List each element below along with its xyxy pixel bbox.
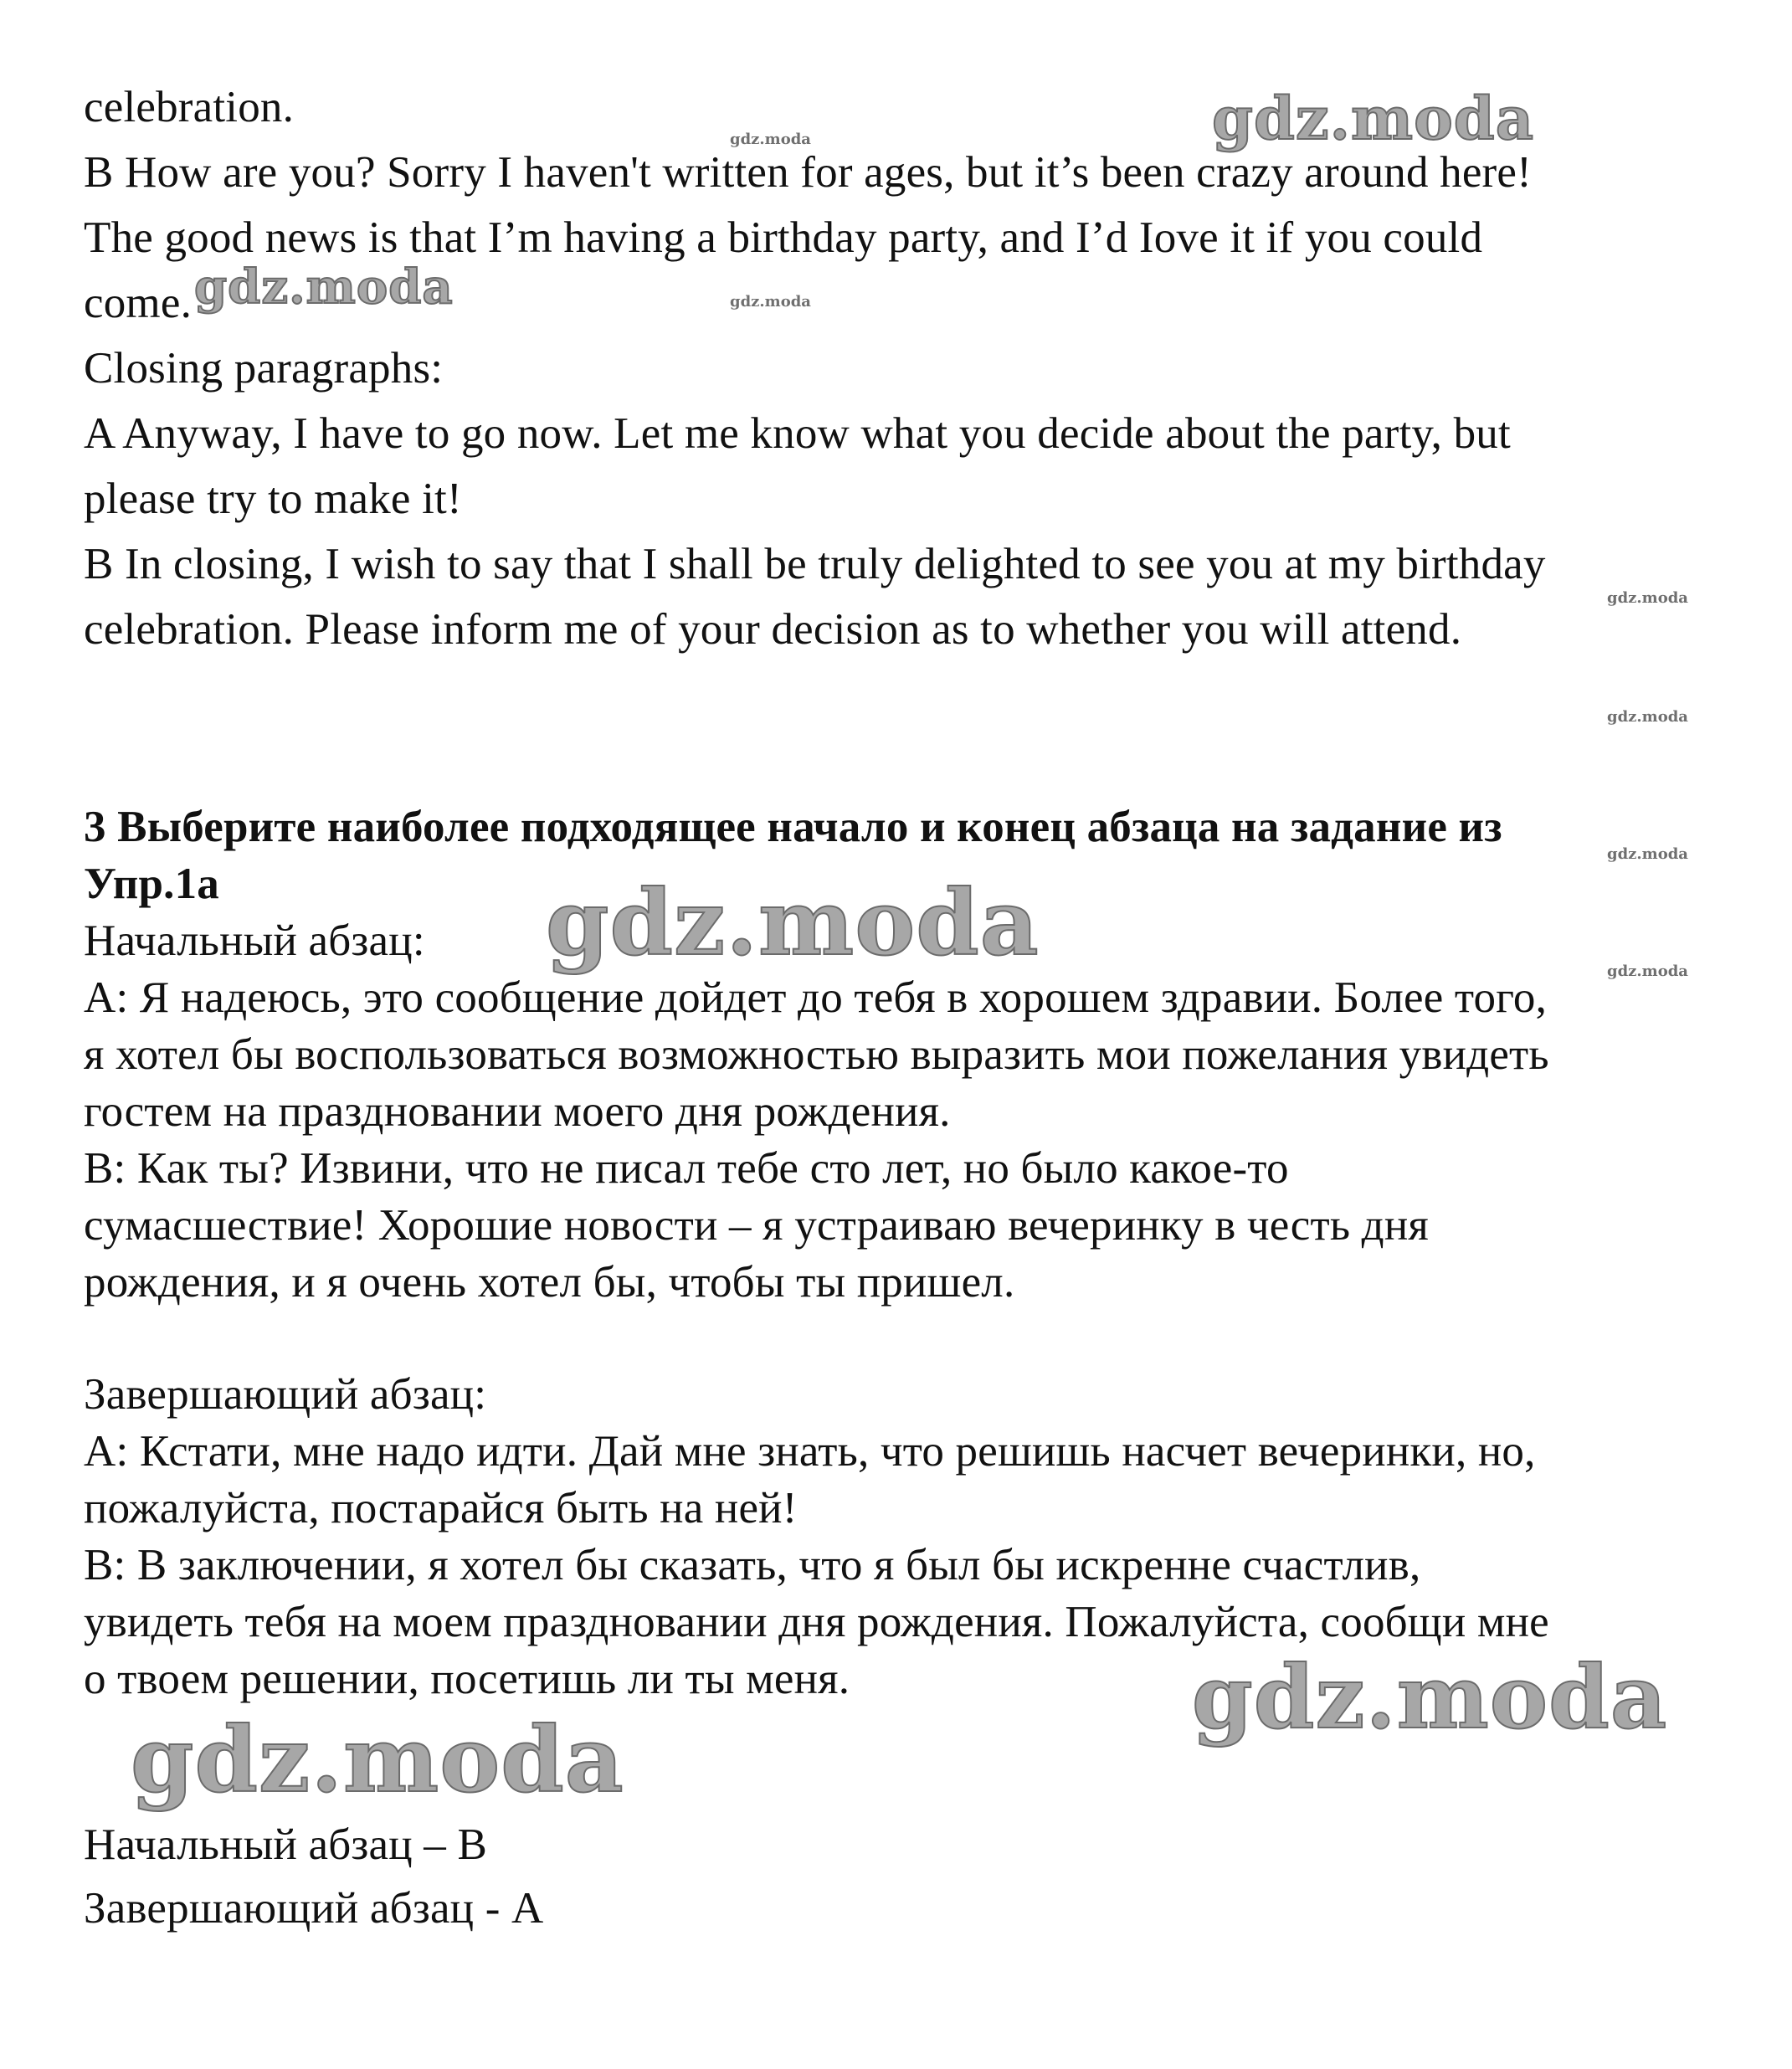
text-line: А: Я надеюсь, это сообщение дойдет до тебя в хорошем здравии. Более того,	[84, 973, 1548, 1022]
watermark-small: gdz.moda	[730, 293, 811, 311]
watermark-small: gdz.moda	[1607, 845, 1688, 863]
text-line: A Anyway, I have to go now. Let me know what you decide about the party, but	[84, 409, 1511, 458]
watermark-small: gdz.moda	[1607, 963, 1688, 980]
task-heading: 3 Выберите наиболее подходящее начало и конец абзаца на задание из	[84, 803, 1502, 851]
section-label: Closing paragraphs:	[84, 344, 444, 393]
watermark-logo: gdz.moda	[1192, 1645, 1668, 1748]
task-heading-continued: Упр.1а	[84, 860, 220, 908]
text-line: come.	[84, 279, 193, 327]
watermark-small: gdz.moda	[1607, 589, 1688, 607]
text-line: celebration.	[84, 83, 295, 131]
text-line: гостем на праздновании моего дня рождения.	[84, 1087, 951, 1136]
watermark-logo: gdz.moda	[131, 1707, 624, 1813]
text-line: сумасшествие! Хорошие новости – я устраиваю вечеринку в честь дня	[84, 1201, 1429, 1250]
text-line: о твоем решении, посетишь ли ты меня.	[84, 1655, 850, 1703]
watermark-logo: gdz.moda	[194, 259, 454, 315]
text-line: увидеть тебя на моем праздновании дня рождения. Пожалуйста, сообщи мне	[84, 1598, 1549, 1646]
text-line: please try to make it!	[84, 475, 462, 523]
text-line: B In closing, I wish to say that I shall be truly delighted to see you at my birthday	[84, 540, 1546, 588]
section-label: Начальный абзац:	[84, 916, 425, 965]
answer-opening: Начальный абзац – В	[84, 1820, 487, 1869]
text-line: The good news is that I’m having a birthday party, and I’d Iove it if you could	[84, 213, 1483, 262]
text-line: пожалуйста, постарайся быть на ней!	[84, 1484, 798, 1532]
text-line: В: В заключении, я хотел бы сказать, что я был бы искренне счастлив,	[84, 1541, 1421, 1589]
text-line: B How are you? Sorry I haven't written for ages, but it’s been crazy around here!	[84, 148, 1532, 197]
watermark-logo: gdz.moda	[1212, 84, 1535, 153]
text-line: celebration. Please inform me of your decision as to whether you will attend.	[84, 605, 1462, 654]
text-line: А: Кстати, мне надо идти. Дай мне знать, что решишь насчет вечеринки, но,	[84, 1427, 1536, 1476]
text-line: я хотел бы воспользоваться возможностью выразить мои пожелания увидеть	[84, 1030, 1549, 1079]
watermark-small: gdz.moda	[730, 131, 811, 148]
answer-closing: Завершающий абзац - А	[84, 1884, 544, 1933]
watermark-small: gdz.moda	[1607, 708, 1688, 726]
text-line: рождения, и я очень хотел бы, чтобы ты пришел.	[84, 1258, 1015, 1307]
section-label: Завершающий абзац:	[84, 1370, 487, 1419]
text-line: В: Как ты? Извини, что не писал тебе сто лет, но было какое-то	[84, 1144, 1289, 1193]
watermark-logo: gdz.moda	[546, 870, 1040, 976]
